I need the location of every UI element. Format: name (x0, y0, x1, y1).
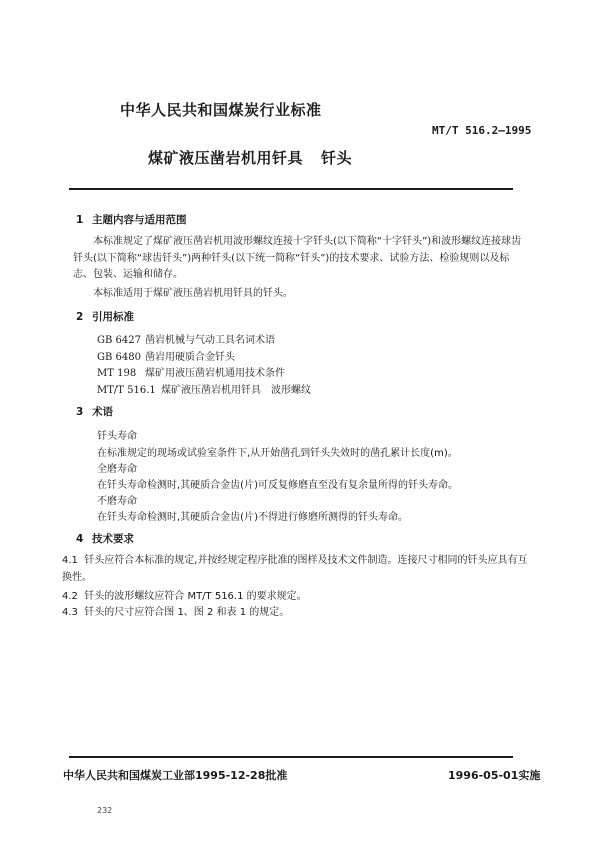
section-4-heading (76, 531, 134, 546)
reference-item (97, 381, 311, 396)
section-4-title: 技术要求 (92, 533, 134, 545)
section-1-number: 1 (76, 214, 84, 226)
section-2-number: 2 (76, 311, 84, 323)
reference-title: 煤矿液压凿岩机用钎具 波形螺纹 (161, 385, 311, 396)
section-3-title: 术语 (92, 406, 113, 418)
section-2-title: 引用标准 (92, 311, 134, 323)
document-title-sub: 钎头 (321, 149, 353, 167)
implementation-date: 1996-05-01实施 (448, 769, 541, 782)
reference-item (97, 364, 285, 379)
document-title-main: 煤矿液压凿岩机用钎具 (148, 149, 304, 167)
clause-number: 4.3 (62, 607, 78, 618)
term-definition: 在标准规定的现场或试验室条件下,从开始凿孔到钎头失效时的凿孔累计长度(m)。 (97, 448, 458, 459)
section-1-title: 主题内容与适用范围 (92, 214, 187, 226)
clause-number: 4.1 (62, 555, 78, 566)
reference-item (97, 331, 275, 346)
clause-number: 4.2 (62, 591, 78, 602)
section-1-paragraph-2: 本标准适用于煤矿液压凿岩机用钎具的钎头。 (93, 288, 293, 299)
section-2-heading (76, 309, 134, 324)
approval-statement: 中华人民共和国煤炭工业部1995-12-28批准 (63, 769, 288, 782)
reference-code: GB 6427 (97, 335, 141, 346)
footer-divider (69, 756, 513, 758)
section-3-heading (76, 404, 113, 419)
clause-4-2 (62, 587, 307, 602)
term-definition: 在钎头寿命检测时,其硬质合金齿(片)可反复修磨直至没有复余量所得的钎头寿命。 (97, 480, 458, 491)
section-3-number: 3 (76, 406, 84, 418)
clause-text: 钎头的波形螺纹应符合 MT/T 516.1 的要求规定。 (84, 591, 307, 602)
term-name: 不磨寿命 (97, 496, 137, 507)
term-definition: 在钎头寿命检测时,其硬质合金齿(片)不得进行修磨所测得的钎头寿命。 (97, 512, 408, 523)
reference-code: MT 198 (97, 368, 137, 379)
standard-number: MT/T 516.2—1995 (432, 124, 532, 137)
term-name: 全磨寿命 (97, 464, 137, 475)
header-divider (69, 188, 513, 190)
reference-code: GB 6480 (97, 352, 141, 363)
clause-text: 钎头的尺寸应符合图 1、图 2 和表 1 的规定。 (84, 607, 290, 618)
section-1-heading (76, 212, 187, 227)
reference-title: 煤矿用液压凿岩机通用技术条件 (145, 368, 285, 379)
clause-4-1 (62, 553, 532, 586)
section-4-number: 4 (76, 533, 84, 545)
reference-item (97, 348, 235, 363)
reference-code: MT/T 516.1 (97, 385, 156, 396)
term-name: 钎头寿命 (97, 431, 137, 442)
clause-4-3 (62, 603, 289, 618)
issuing-organization: 中华人民共和国煤炭行业标准 (120, 101, 322, 119)
reference-title: 凿岩机械与气动工具名词术语 (145, 335, 275, 346)
clause-text: 钎头应符合本标准的规定,并按经规定程序批准的图样及技术文件制造。连接尺寸相同的钎头应具有互换性。 (62, 555, 528, 583)
document-title (148, 147, 352, 168)
page-number: 232 (97, 806, 113, 815)
section-1-paragraph-1: 本标准规定了煤矿液压凿岩机用波形螺纹连接十字钎头(以下简称“十字钎头”)和波形螺纹连接球齿钎头(以下简称“球齿钎头”)两种钎头(以下统一简称“钎头”)的技术要求、试验方法、检验规则以及标志、包装、运输和储存。 (73, 236, 522, 280)
reference-title: 凿岩用硬质合金钎头 (145, 352, 235, 363)
